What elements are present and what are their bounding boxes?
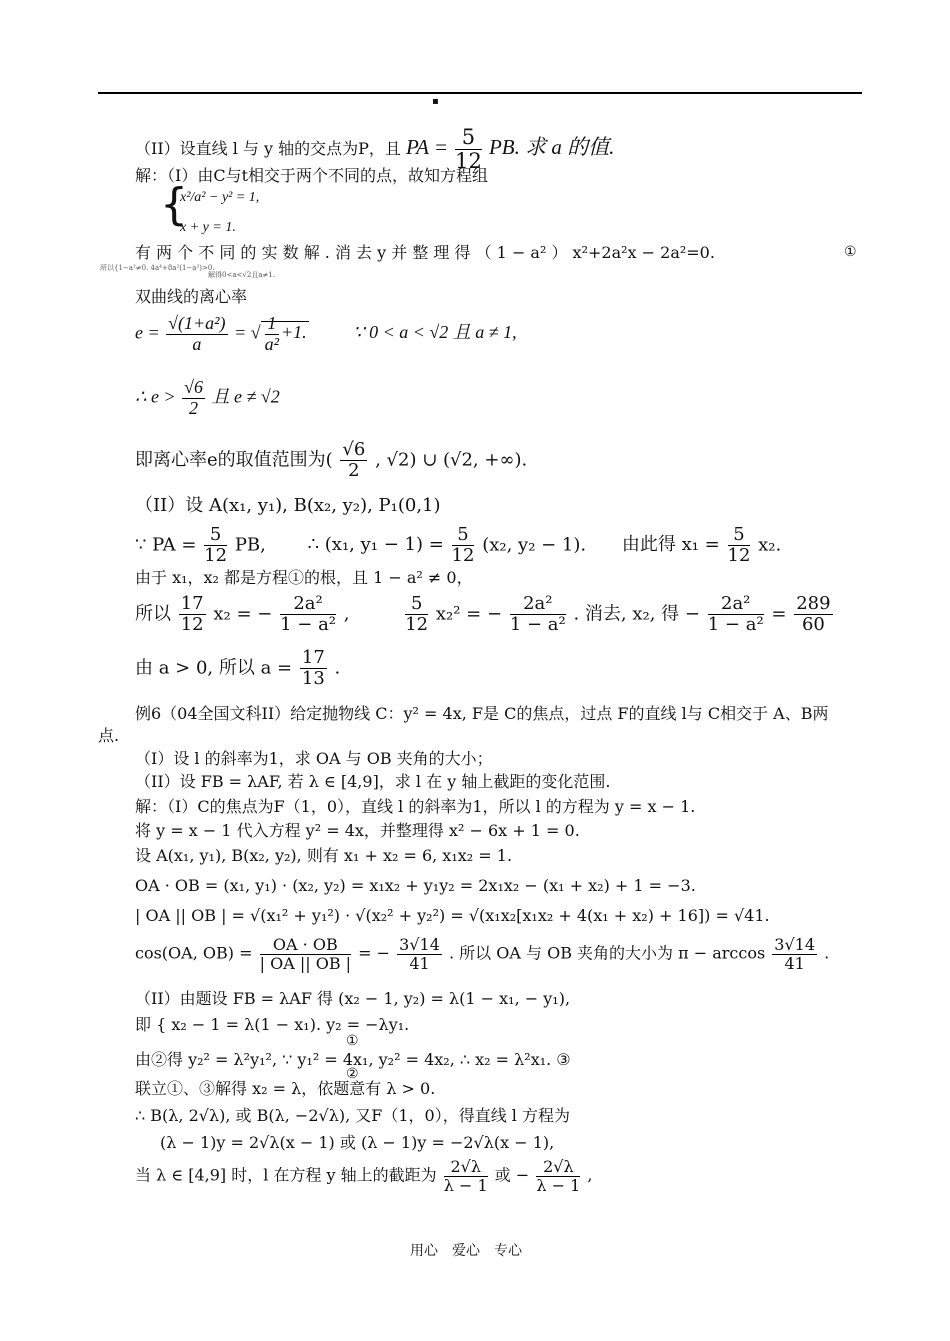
circle-mark-2b: ②	[346, 1066, 359, 1082]
line-part2-derive: 由②得 y₂² = λ²y₁², ∵ y₁² = 4x₁, y₂² = 4x₂, ∴ x₂ = λ²x₁. ③	[135, 1050, 571, 1069]
line-vector-relation: ∵ PA = $\frac{5}{12}$ PB, ∴ (x₁, y₁ − 1) = $\frac{5}{12}$ (x₂, y₂ − 1). 由此得 x₁ = $\frac{5}{12}$ x₂.	[135, 524, 782, 566]
line-part2-lines: (λ − 1)y = 2√λ(x − 1) 或 (λ − 1)y = −2√λ(x − 1),	[160, 1133, 555, 1152]
system-brace: {	[160, 179, 188, 230]
line-e-range: 即离心率e的取值范围为( $\frac{√6}{2}$ , √2) ∪ (√2, +∞).	[135, 439, 528, 481]
line-solution-intro: 解：（I）由C与t相交于两个不同的点，故知方程组	[135, 166, 488, 185]
line-example6: 例6（04全国文科II）给定抛物线 C：y² = 4x, F是 C的焦点，过点 F的直线 l与 C相交于 A、B两	[135, 704, 829, 723]
line-part2-intercept: 当 λ ∈ [4,9] 时，l 在方程 y 轴上的截距为 $\frac{2√\lambda}{\lambda - 1}$ 或 − $\frac{2√\lambda}{\lambda - 1}$ ,	[135, 1157, 593, 1195]
line-example6-cont: 点.	[98, 726, 120, 745]
line-part2-question: （II）设直线 l 与 y 轴的交点为P，且 PA = $\frac{5}{12}$ PB. 求 a 的值.	[135, 125, 615, 174]
line-eccentricity-formula: e = $\frac{\text{√(1+a²)}}{a}$ = √ $\frac{1}{\text{a²}}$ +1. ∵ 0 < a < √2 且 a ≠ 1,	[135, 313, 517, 354]
page-footer: 用心 爱心 专心	[410, 1243, 522, 1259]
line-example6-part1: （I）设 l 的斜率为1，求 OA 与 OB 夹角的大小；	[135, 749, 493, 768]
line-part2-points: ∴ B(λ, 2√λ), 或 B(λ, −2√λ), 又F（1，0），得直线 l 方程为	[135, 1106, 570, 1125]
header-rule	[98, 92, 862, 94]
margin-note-2: 解得0<a<√2且a≠1.	[208, 271, 275, 279]
line-so-equations: 所以 $\frac{17}{12}$ x₂ = − $\frac{\text{2a²}}{\text{1 − a²}}$ , $\frac{5}{12}$ x₂² = − $\frac{\text{2a²}}{\text{1 − a²}}$ . 消去, x₂, 得 − $\frac{\text{2a²}}{\text{1 − a²}}$ = $\frac{289}{60}$	[135, 593, 831, 635]
line-a-value: 由 a > 0, 所以 a = $\frac{17}{13}$ .	[135, 647, 341, 689]
line-sol-substitute: 将 y = x − 1 代入方程 y² = 4x，并整理得 x² − 6x + 1 = 0.	[135, 821, 580, 840]
line-part2-setup: （II）由题设 FB = λAF 得 (x₂ − 1, y₂) = λ(1 − x₁, − y₁),	[135, 989, 571, 1008]
line-roots: 由于 x₁，x₂ 都是方程①的根，且 1 − a² ≠ 0，	[135, 568, 473, 587]
line-eliminate: 有 两 个 不 同 的 实 数 解 . 消 去 y 并 整 理 得 （ 1 − a² ） x²+2a²x − 2a²=0.	[135, 243, 715, 262]
margin-note-1: 所以{1−a²≠0. 4a⁴+8a²(1−a²)>0.	[100, 264, 215, 272]
line-part2-solve: 联立①、③解得 x₂ = λ，依题意有 λ > 0.	[135, 1079, 436, 1098]
line-e-bound: ∴ e > $\frac{√6}{2}$ 且 e ≠ √2	[135, 377, 280, 418]
line-example6-part2: （II）设 FB = λAF, 若 λ ∈ [4,9]，求 l 在 y 轴上截距的变化范围.	[135, 772, 611, 791]
line-sol-modulus: | OA || OB | = √(x₁² + y₁²) · √(x₂² + y₂²) = √(x₁x₂[x₁x₂ + 4(x₁ + x₂) + 16]) = √41.	[135, 906, 770, 925]
line-sol-focus: 解：（I）C的焦点为F（1，0），直线 l 的斜率为1，所以 l 的方程为 y = x − 1.	[135, 797, 696, 816]
line-part2-system: 即 { x₂ − 1 = λ(1 − x₁). y₂ = −λy₁.	[135, 1015, 410, 1034]
line-sol-cos: cos(OA, OB) = $\frac{OA \cdot OB}{| OA || OB |}$ = − $\frac{3√14}{41}$ . 所以 OA 与 OB 夹角的大小为 π − arccos $\frac{3√14}{41}$ .	[135, 935, 830, 973]
line-set-points: （II）设 A(x₁, y₁), B(x₂, y₂), P₁(0,1)	[135, 495, 441, 516]
header-mark: ▪	[432, 96, 439, 107]
system-eq-2: x + y = 1.	[180, 220, 236, 235]
circle-mark-1: ①	[844, 244, 857, 260]
circle-mark-2a: ①	[346, 1033, 359, 1049]
line-sol-dot: OA · OB = (x₁, y₁) · (x₂, y₂) = x₁x₂ + y₁y₂ = 2x₁x₂ − (x₁ + x₂) + 1 = −3.	[135, 876, 696, 895]
line-sol-vieta: 设 A(x₁, y₁), B(x₂, y₂), 则有 x₁ + x₂ = 6, x₁x₂ = 1.	[135, 846, 513, 865]
system-eq-1: x²/a² − y² = 1,	[180, 190, 260, 205]
line-eccentricity-label: 双曲线的离心率	[135, 287, 248, 306]
